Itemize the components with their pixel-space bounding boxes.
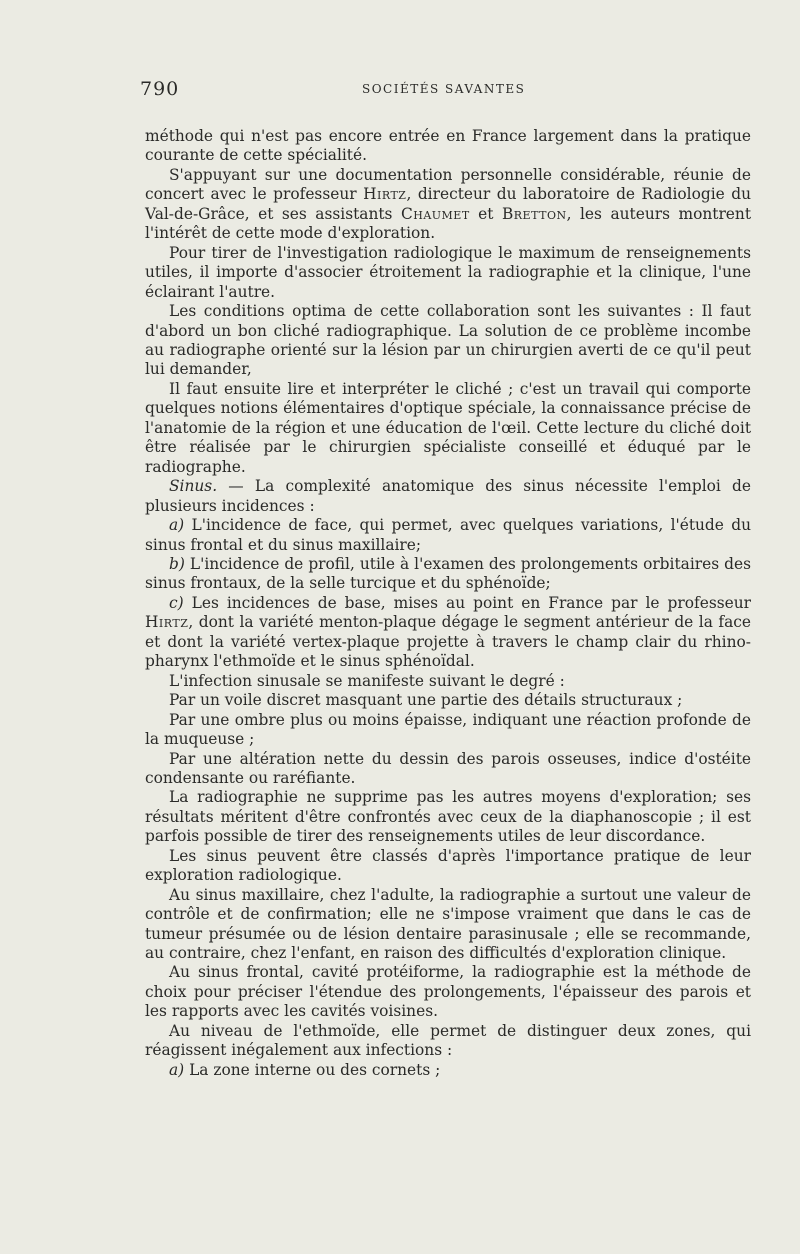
section-label: Sinus. [169,477,218,496]
paragraph: Par une altération nette du dessin des parois osseuses, indice d'ostéite condensante ou raréfiante. [145,749,751,787]
list-item: b) L'incidence de profil, utile à l'examen des prolongements orbitaires des sinus frontaux, de la selle turcique et du sphénoïde; [145,554,751,593]
list-item: a) L'incidence de face, qui permet, avec quelques variations, l'étude du sinus frontal et du sinus maxillaire; [145,516,751,554]
paragraph: Au niveau de l'ethmoïde, elle permet de distinguer deux zones, qui réagissent inégalement aux infections : [145,1021,751,1060]
page-number: 790 [140,78,180,100]
list-marker: c) [169,593,184,612]
paragraph: Au sinus frontal, cavité protéiforme, la radiographie est la méthode de choix pour préciser l'étendue des prolongements, l'épaisseur des parois et les rapports avec les cavités voisines. [145,963,751,1021]
paragraph: Par une ombre plus ou moins épaisse, indiquant une réaction profonde de la muqueuse ; [145,710,751,749]
author-name: Chaumet [400,204,470,223]
running-title: SOCIÉTÉS SAVANTES [362,82,526,96]
paragraph: L'infection sinusale se manifeste suivant le degré : [169,671,565,690]
paragraph: S'appuyant sur une documentation personnelle considérable, réunie de concert avec le professeur Hirtz, directeur du laboratoire de Radiologie du Val-de-Grâce, et ses assistants Chaumet et Bretton, les auteurs montrent l'intérêt de cette mode d'exploration. [145,165,752,243]
body-text [145,127,751,1080]
list-marker: b) [169,554,185,573]
paragraph: Les conditions optima de cette collaboration sont les suivantes : Il faut d'abord un bon cliché radiographique. La solution de ce problème incombe au radiographe orienté sur la lésion par un chirurgien averti de ce qu'il peut lui demander, [145,302,751,379]
list-item: c) Les incidences de base, mises au point en France par le professeur Hirtz, dont la variété menton-plaque dégage le segment antérieur de la face et dont la variété vertex-plaque projette à travers le champ clair du rhino-pharynx l'ethmoïde et le sinus sphénoïdal. [145,593,751,671]
paragraph: Il faut ensuite lire et interpréter le cliché ; c'est un travail qui comporte quelques notions élémentaires d'optique spéciale, la connaissance précise de l'anatomie de la région et une éducation de l'œil. Cette lecture du cliché doit être réalisée par le chirurgien spécialiste conseillé et éduqué par le radiographe. [145,379,751,476]
author-name: Bretton [501,204,567,223]
paragraph: Au sinus maxillaire, chez l'adulte, la radiographie a surtout une valeur de contrôle et de confirmation; elle ne s'impose vraiment que dans le cas de tumeur présumée ou de lésion dentaire parasinusale ; elle se recommande, au contraire, chez l'enfant, en raison des difficultés d'exploration clinique. [145,885,751,963]
section-paragraph: Sinus. — La complexité anatomique des sinus nécessite l'emploi de plusieurs incidences : [145,477,751,515]
paragraph: Les sinus peuvent être classés d'après l'importance pratique de leur exploration radiologique. [145,846,751,885]
list-item: a) La zone interne ou des cornets ; [169,1060,441,1079]
page-header [140,78,752,104]
author-name: Hirtz [145,613,189,632]
author-name: Hirtz [363,185,407,204]
list-marker: a) [169,516,185,535]
paragraph: méthode qui n'est pas encore entrée en France largement dans la pratique courante de cette spécialité. [145,127,751,165]
list-marker: a) [169,1060,185,1079]
paragraph: Pour tirer de l'investigation radiologique le maximum de renseignements utiles, il importe d'associer étroitement la radiographie et la clinique, l'une éclairant l'autre. [145,243,751,301]
paragraph: La radiographie ne supprime pas les autres moyens d'exploration; ses résultats méritent d'être confrontés avec ceux de la diaphanoscopie ; il est parfois possible de tirer des renseignements utiles de leur discordance. [145,788,751,846]
paragraph: Par un voile discret masquant une partie des détails structuraux ; [169,691,683,710]
